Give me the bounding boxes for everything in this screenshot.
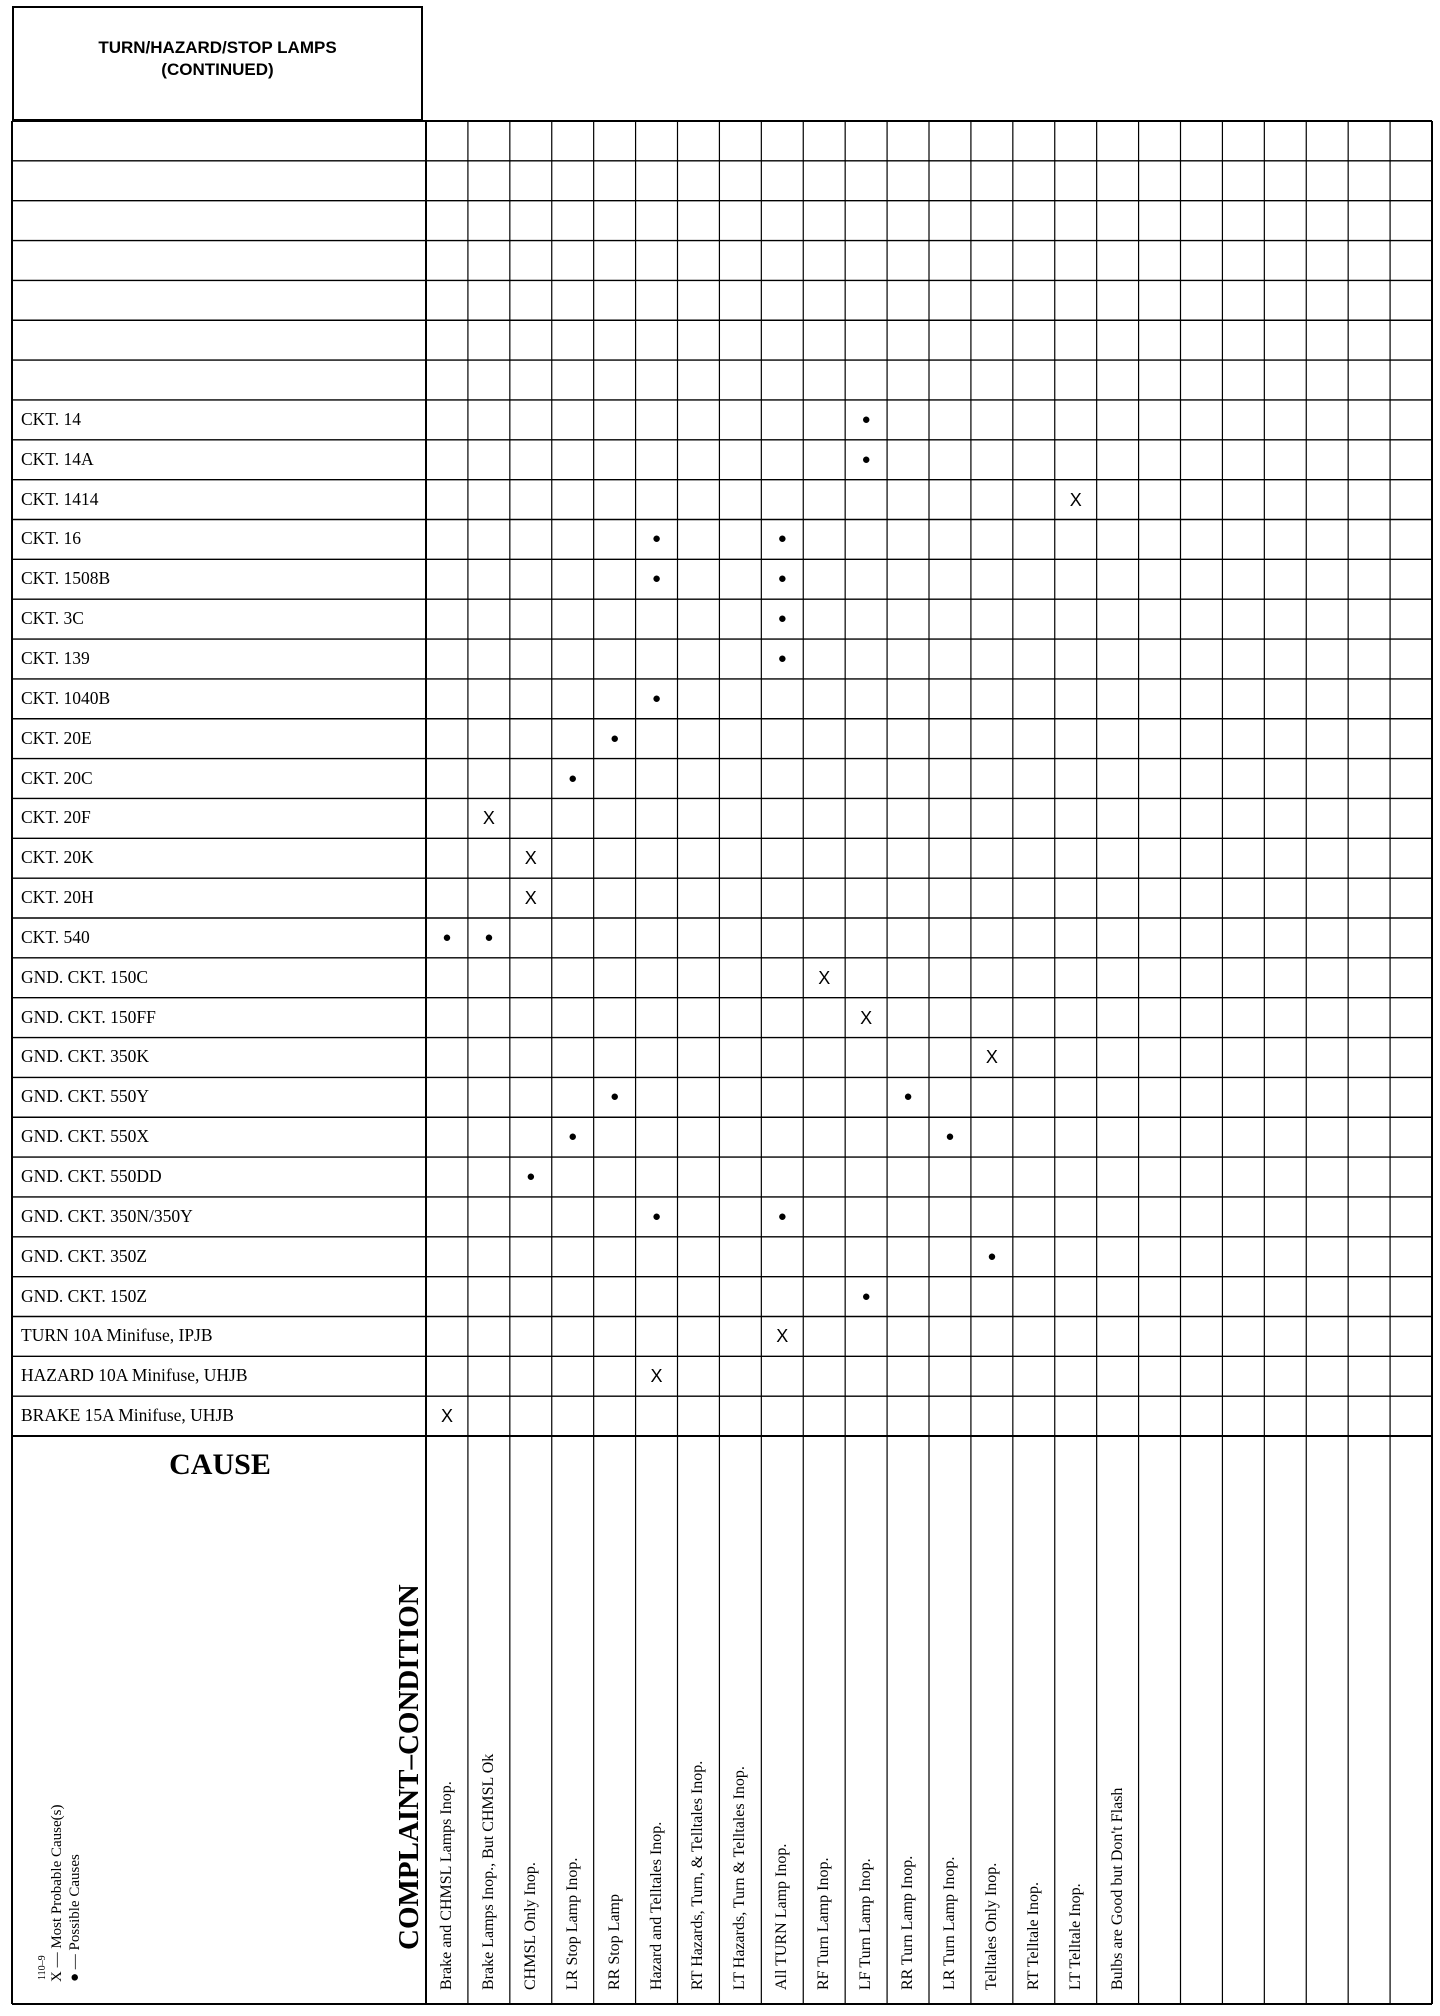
- most-probable-cause-mark: X: [650, 1366, 663, 1387]
- row-label: GND. CKT. 150C: [21, 966, 149, 987]
- row-label: GND. CKT. 550X: [21, 1126, 150, 1147]
- row-label: CKT. 20K: [21, 847, 94, 868]
- most-probable-cause-mark: X: [524, 888, 537, 909]
- column-label: Brake and CHMSL Lamps Inop.: [437, 1781, 455, 1990]
- column-label: Telltales Only Inop.: [982, 1862, 1000, 1990]
- figure-id: 110–9: [37, 1955, 48, 1980]
- legend-most-probable: X — Most Probable Cause(s): [49, 1804, 65, 1982]
- possible-cause-mark: ●: [652, 689, 662, 707]
- possible-cause-mark: ●: [987, 1247, 997, 1265]
- possible-cause-mark: ●: [777, 570, 787, 588]
- row-label: HAZARD 10A Minifuse, UHJB: [21, 1365, 248, 1386]
- possible-cause-mark: ●: [568, 1128, 578, 1146]
- most-probable-cause-mark: X: [818, 967, 831, 988]
- row-label: CKT. 1414: [21, 488, 99, 509]
- column-label: CHMSL Only Inop.: [521, 1862, 539, 1990]
- possible-cause-mark: ●: [526, 1168, 536, 1186]
- row-label: CKT. 20F: [21, 807, 91, 828]
- possible-cause-mark: ●: [484, 928, 494, 946]
- possible-cause-mark: ●: [861, 1287, 871, 1305]
- row-label: GND. CKT. 350K: [21, 1046, 150, 1067]
- row-label: CKT. 20E: [21, 727, 92, 748]
- cause-label: CAUSE: [169, 1448, 271, 1481]
- most-probable-cause-mark: X: [482, 808, 495, 829]
- possible-cause-mark: ●: [903, 1088, 913, 1106]
- possible-cause-mark: ●: [777, 610, 787, 628]
- chart-subtitle: (CONTINUED): [161, 60, 274, 79]
- row-label: BRAKE 15A Minifuse, UHJB: [21, 1405, 234, 1426]
- row-label: GND. CKT. 150FF: [21, 1006, 156, 1027]
- possible-cause-mark: ●: [568, 769, 578, 787]
- column-label: RR Turn Lamp Inop.: [899, 1855, 917, 1990]
- column-label: LT Telltale Inop.: [1066, 1883, 1084, 1990]
- column-label: LF Turn Lamp Inop.: [857, 1858, 875, 1990]
- row-label: TURN 10A Minifuse, IPJB: [21, 1325, 213, 1346]
- possible-cause-mark: ●: [652, 570, 662, 588]
- row-label: CKT. 20C: [21, 767, 93, 788]
- most-probable-cause-mark: X: [985, 1047, 998, 1068]
- most-probable-cause-mark: X: [440, 1406, 453, 1427]
- column-label: RT Telltale Inop.: [1024, 1882, 1042, 1990]
- row-label: CKT. 20H: [21, 887, 94, 908]
- possible-cause-mark: ●: [777, 530, 787, 548]
- row-label: GND. CKT. 150Z: [21, 1285, 148, 1306]
- row-label: CKT. 139: [21, 647, 90, 668]
- possible-cause-mark: ●: [652, 1207, 662, 1225]
- legend-possible: ● — Possible Causes: [67, 1854, 83, 1982]
- row-label: CKT. 14: [21, 408, 81, 429]
- most-probable-cause-mark: X: [776, 1326, 789, 1347]
- row-label: GND. CKT. 350Z: [21, 1245, 148, 1266]
- possible-cause-mark: ●: [945, 1128, 955, 1146]
- row-label: GND. CKT. 550DD: [21, 1166, 162, 1187]
- column-label: LT Hazards, Turn & Telltales Inop.: [731, 1766, 749, 1990]
- column-label: All TURN Lamp Inop.: [773, 1843, 791, 1990]
- column-label: RR Stop Lamp: [605, 1893, 623, 1990]
- complaint-condition-label: COMPLAINT–CONDITION: [393, 1584, 425, 1950]
- possible-cause-mark: ●: [652, 530, 662, 548]
- possible-cause-mark: ●: [861, 410, 871, 428]
- chart-title: TURN/HAZARD/STOP LAMPS: [98, 38, 337, 57]
- row-label: CKT. 1040B: [21, 687, 111, 708]
- possible-cause-mark: ●: [777, 1207, 787, 1225]
- column-label: RF Turn Lamp Inop.: [815, 1857, 833, 1990]
- column-label: Bulbs are Good but Don't Flash: [1108, 1787, 1126, 1990]
- column-label: Brake Lamps Inop., But CHMSL Ok: [479, 1753, 497, 1990]
- row-label: GND. CKT. 350N/350Y: [21, 1205, 193, 1226]
- row-label: CKT. 1508B: [21, 568, 111, 589]
- column-label: RT Hazards, Turn, & Telltales Inop.: [689, 1760, 707, 1990]
- column-label: LR Stop Lamp Inop.: [563, 1857, 581, 1990]
- most-probable-cause-mark: X: [524, 848, 537, 869]
- most-probable-cause-mark: X: [1069, 489, 1082, 510]
- most-probable-cause-mark: X: [860, 1007, 873, 1028]
- possible-cause-mark: ●: [610, 1088, 620, 1106]
- row-label: CKT. 14A: [21, 448, 94, 469]
- possible-cause-mark: ●: [861, 450, 871, 468]
- possible-cause-mark: ●: [610, 729, 620, 747]
- possible-cause-mark: ●: [777, 649, 787, 667]
- row-label: GND. CKT. 550Y: [21, 1086, 150, 1107]
- row-label: CKT. 16: [21, 528, 81, 549]
- column-label: Hazard and Telltales Inop.: [647, 1821, 665, 1990]
- row-label: CKT. 540: [21, 926, 90, 947]
- column-label: LR Turn Lamp Inop.: [940, 1856, 958, 1990]
- possible-cause-mark: ●: [442, 928, 452, 946]
- row-label: CKT. 3C: [21, 608, 84, 629]
